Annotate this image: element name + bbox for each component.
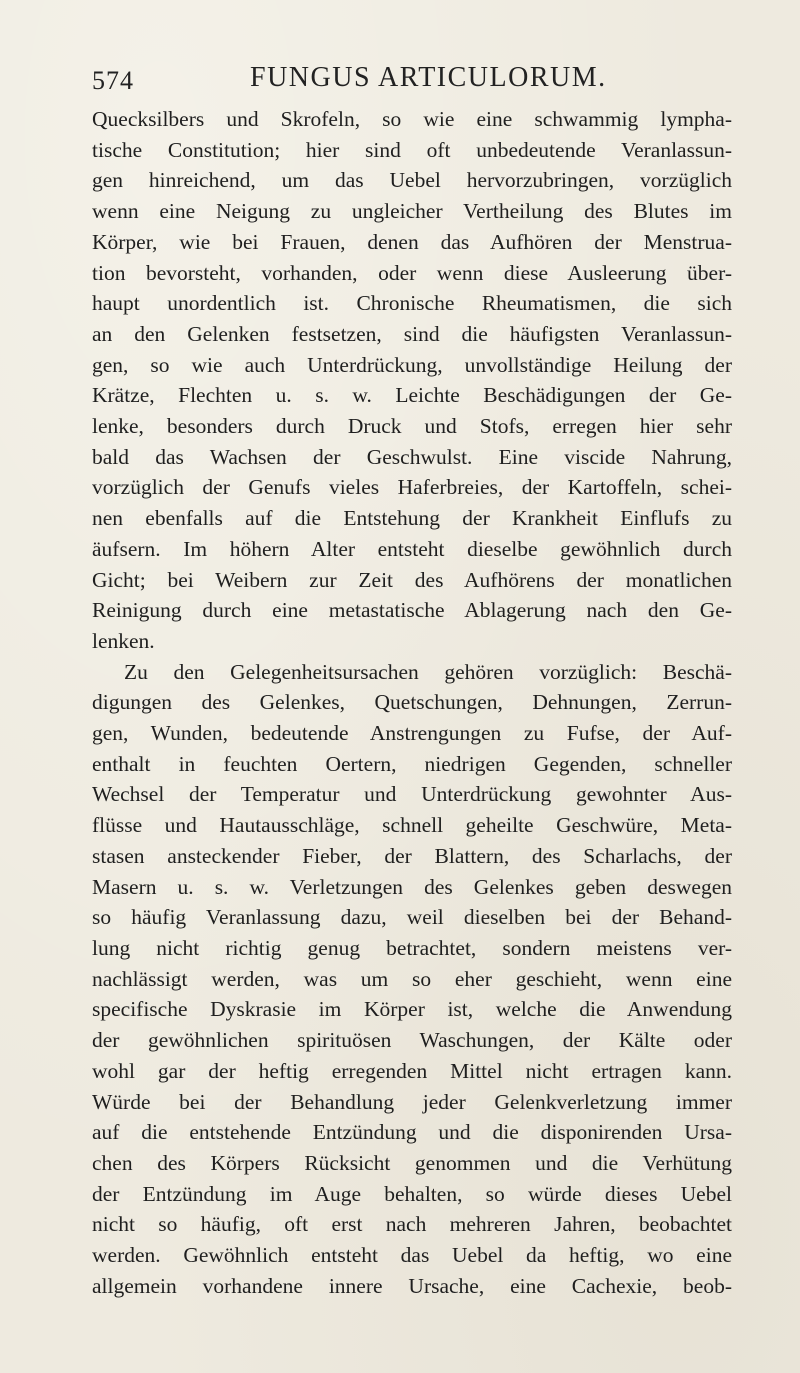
- text-line: gen hinreichend, um das Uebel hervorzubringen, vorzüglich: [92, 168, 732, 193]
- text-line: Krätze, Flechten u. s. w. Leichte Beschädigungen der Ge-: [92, 383, 732, 408]
- text-line: Quecksilbers und Skrofeln, so wie eine schwammig lympha-: [92, 107, 732, 131]
- text-line: digungen des Gelenkes, Quetschungen, Dehnungen, Zerrun-: [92, 690, 732, 715]
- text-line: tion bevorsteht, vorhanden, oder wenn diese Ausleerung über-: [92, 260, 732, 285]
- text-line: nicht so häufig, oft erst nach mehreren Jahren, beobachtet: [92, 1212, 732, 1237]
- text-line: gen, Wunden, bedeutende Anstrengungen zu Fufse, der Auf-: [92, 721, 732, 746]
- text-line: Zu den Gelegenheitsursachen gehören vorzüglich: Beschä-: [124, 659, 732, 684]
- text-line: bald das Wachsen der Geschwulst. Eine viscide Nahrung,: [92, 444, 732, 469]
- text-line: Masern u. s. w. Verletzungen des Gelenkes geben deswegen: [92, 874, 732, 899]
- text-line: Reinigung durch eine metastatische Ablagerung nach den Ge-: [92, 598, 732, 623]
- text-line: stasen ansteckender Fieber, der Blattern, des Scharlachs, der: [92, 843, 732, 868]
- text-line: lenken.: [92, 628, 155, 653]
- text-line: enthalt in feuchten Oertern, niedrigen Gegenden, schneller: [92, 751, 732, 776]
- page-number: 574: [92, 66, 134, 95]
- text-line: an den Gelenken festsetzen, sind die häufigsten Veranlassun-: [92, 321, 732, 346]
- text-line: vorzüglich der Genufs vieles Haferbreies, der Kartoffeln, schei-: [92, 475, 732, 500]
- text-line: flüsse und Hautausschläge, schnell geheilte Geschwüre, Meta-: [92, 813, 732, 838]
- text-line: Würde bei der Behandlung jeder Gelenkverletzung immer: [92, 1089, 732, 1114]
- text-line: nen ebenfalls auf die Entstehung der Krankheit Einflufs zu: [92, 506, 732, 531]
- text-line: allgemein vorhandene innere Ursache, eine Cachexie, beob-: [92, 1273, 732, 1298]
- text-line: haupt unordentlich ist. Chronische Rheumatismen, die sich: [92, 291, 732, 316]
- text-line: tische Constitution; hier sind oft unbedeutende Veranlassun-: [92, 137, 732, 162]
- text-line: werden. Gewöhnlich entsteht das Uebel da heftig, wo eine: [92, 1243, 732, 1268]
- text-line: lenke, besonders durch Druck und Stofs, erregen hier sehr: [92, 414, 732, 439]
- text-line: der Entzündung im Auge behalten, so würde dieses Uebel: [92, 1181, 732, 1206]
- body-text: [92, 104, 732, 1301]
- text-line: äufsern. Im höhern Alter entsteht dieselbe gewöhnlich durch: [92, 536, 732, 561]
- text-line: specifische Dyskrasie im Körper ist, welche die Anwendung: [92, 997, 732, 1022]
- text-line: lung nicht richtig genug betrachtet, sondern meistens ver-: [92, 935, 732, 960]
- text-line: chen des Körpers Rücksicht genommen und die Verhütung: [92, 1150, 732, 1175]
- running-title: FUNGUS ARTICULORUM.: [250, 62, 607, 93]
- page-header: [92, 52, 732, 102]
- text-line: Körper, wie bei Frauen, denen das Aufhören der Menstrua-: [92, 229, 732, 254]
- text-line: auf die entstehende Entzündung und die disponirenden Ursa-: [92, 1120, 732, 1145]
- text-line: Wechsel der Temperatur und Unterdrückung gewohnter Aus-: [92, 782, 732, 807]
- text-line: Gicht; bei Weibern zur Zeit des Aufhörens der monatlichen: [92, 567, 732, 592]
- text-line: so häufig Veranlassung dazu, weil dieselben bei der Behand-: [92, 905, 732, 930]
- text-line: gen, so wie auch Unterdrückung, unvollständige Heilung der: [92, 352, 732, 377]
- text-line: der gewöhnlichen spirituösen Waschungen, der Kälte oder: [92, 1028, 732, 1053]
- text-line: wohl gar der heftig erregenden Mittel nicht ertragen kann.: [92, 1058, 732, 1083]
- text-line: nachlässigt werden, was um so eher geschieht, wenn eine: [92, 966, 732, 991]
- text-line: wenn eine Neigung zu ungleicher Vertheilung des Blutes im: [92, 199, 732, 224]
